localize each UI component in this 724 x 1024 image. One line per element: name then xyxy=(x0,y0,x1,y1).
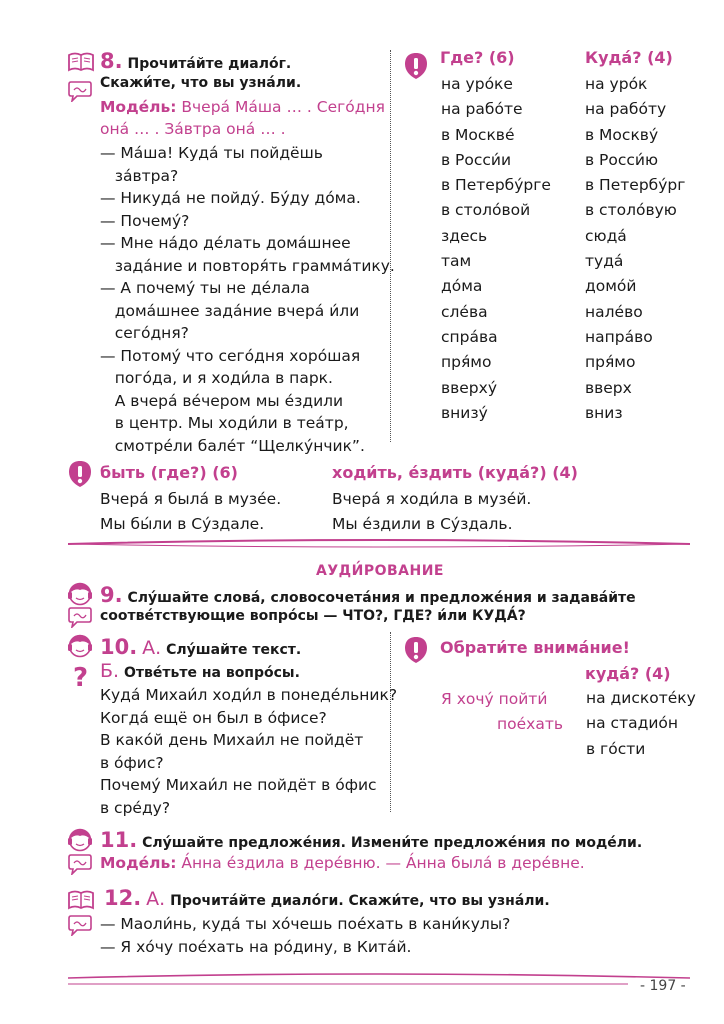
ex8-dialog xyxy=(100,142,395,457)
attention-item: на дискоте́ку xyxy=(586,689,696,707)
attention-header: куда́? (4) xyxy=(585,664,671,683)
speech-bubble-icon xyxy=(68,914,92,936)
question-line: в сре́ду? xyxy=(100,798,171,817)
section-divider xyxy=(68,536,690,552)
dialog-line: — А почему́ ты не де́лала xyxy=(100,279,310,297)
attention-title: Обрати́те внима́ние! xyxy=(440,638,630,657)
speech-bubble-icon xyxy=(68,606,92,628)
ex10-questions xyxy=(100,684,397,819)
ex10-b-letter: Б. xyxy=(100,660,120,682)
dialog-line: сего́дня? xyxy=(100,324,189,342)
section-title: АУДИ́РОВАНИЕ xyxy=(316,563,444,579)
attention-item: в го́сти xyxy=(586,739,646,758)
dialog-line: — Никуда́ не пойду́. Бу́ду до́ма. xyxy=(100,189,361,207)
speech-bubble-icon xyxy=(68,80,92,102)
exclamation-icon xyxy=(404,52,428,80)
question-mark-icon xyxy=(70,662,90,690)
ex8-model xyxy=(100,96,385,118)
ex10-a-line xyxy=(100,636,301,661)
exclamation-icon xyxy=(404,636,428,664)
where-item: в Петербу́рге xyxy=(441,176,551,195)
dialog-line: — Я хо́чу пое́хать на ро́дину, в Кита́й. xyxy=(100,937,412,956)
dialog-line: — Мне на́до де́лать дома́шнее xyxy=(100,234,351,252)
attention-right-column xyxy=(586,686,696,762)
question-line: в о́фис? xyxy=(100,753,164,772)
ex11-title-line xyxy=(100,829,642,854)
dialog-line: за́втра? xyxy=(100,166,179,185)
dialog-line: — Ма́ша! Куда́ ты пойдёшь xyxy=(100,144,323,162)
attention-left-2: пое́хать xyxy=(497,715,563,733)
where-item: на рабо́те xyxy=(441,100,523,119)
ex12-title: Прочита́йте диало́ги. Скажи́те, что вы узна́ли. xyxy=(170,893,550,909)
ex10-number: 10. xyxy=(100,635,138,659)
whither-item: вниз xyxy=(585,403,623,422)
ex10-b-text: Отве́тьте на вопро́сы. xyxy=(124,665,300,681)
dialog-line: дома́шнее зада́ние вчера́ и́ли xyxy=(100,301,360,320)
where-column xyxy=(441,72,551,426)
where-item: на уро́ке xyxy=(441,75,513,93)
whither-item: напра́во xyxy=(585,327,653,346)
whither-item: пря́мо xyxy=(585,353,636,372)
question-line: Когда́ ещё он был в о́фисе? xyxy=(100,708,327,727)
khodit-header: ходи́ть, е́здить (куда́?) (4) xyxy=(332,463,578,482)
whither-item: нале́во xyxy=(585,302,643,321)
listening-face-icon xyxy=(68,582,92,606)
whither-item: в Росси́ю xyxy=(585,150,659,169)
where-header: Где? (6) xyxy=(440,48,515,67)
where-item: там xyxy=(441,252,472,271)
listening-face-icon xyxy=(68,828,92,852)
attention-item: на стадио́н xyxy=(586,714,679,733)
listening-face-icon xyxy=(68,634,92,658)
byt-header: быть (где?) (6) xyxy=(100,463,238,482)
ex11-title: Слу́шайте предложе́ния. Измени́те предложе́ния по моде́ли. xyxy=(142,835,643,851)
ex8-model-text-2: она́ … . За́втра она́ … . xyxy=(100,120,286,138)
where-item: в Росси́и xyxy=(441,150,512,169)
ex9-title-2: соотве́тствующие вопро́сы — ЧТО?, ГДЕ? и́ли КУДА́? xyxy=(100,608,526,624)
whither-item: вверх xyxy=(585,378,632,397)
where-item: вверху́ xyxy=(441,378,497,397)
page-number: - 197 - xyxy=(640,978,686,994)
where-item: спра́ва xyxy=(441,327,498,346)
exclamation-icon xyxy=(68,460,92,488)
question-line: Куда́ Михаи́л ходи́л в понеде́льник? xyxy=(100,686,398,704)
whither-item: в Петербу́рг xyxy=(585,176,686,195)
ex11-model-text-a: А́нна е́здила в дере́вню. xyxy=(176,854,381,872)
whither-item: туда́ xyxy=(585,252,624,271)
where-item: здесь xyxy=(441,226,488,245)
where-item: в Москве́ xyxy=(441,125,515,144)
whither-item: сюда́ xyxy=(585,226,627,245)
whither-item: на рабо́ту xyxy=(585,100,667,119)
book-icon xyxy=(68,890,94,910)
ex11-model-label: Моде́ль: xyxy=(100,854,177,872)
where-item: сле́ва xyxy=(441,302,488,321)
book-icon xyxy=(68,52,94,72)
khodit-line-1: Вчера́ я ходи́ла в музе́й. xyxy=(332,490,532,508)
whither-header: Куда́? (4) xyxy=(585,48,673,67)
footer-rule xyxy=(68,972,690,988)
khodit-line-2: Мы е́здили в Су́здаль. xyxy=(332,515,513,533)
ex11-model-text-b: — А́нна была́ в дере́вне. xyxy=(380,854,585,872)
ex12-dialog xyxy=(100,913,510,958)
byt-line-2: Мы бы́ли в Су́здале. xyxy=(100,515,265,533)
dialog-line: зада́ние и повторя́ть грамма́тику. xyxy=(100,256,395,275)
ex8-title-1: Прочита́йте диало́г. xyxy=(127,56,292,72)
ex8-model-text-1: Вчера́ Ма́ша … . Сего́дня xyxy=(176,98,385,116)
dialog-line: — Почему́? xyxy=(100,211,190,230)
where-item: до́ма xyxy=(441,277,483,296)
byt-line-1: Вчера́ я была́ в музе́е. xyxy=(100,490,282,508)
whither-item: домо́й xyxy=(585,277,637,296)
whither-column xyxy=(585,72,685,426)
whither-item: в Москву́ xyxy=(585,125,659,144)
ex9-title-1: Слу́шайте слова́, словосочета́ния и предложе́ния и задава́йте xyxy=(127,590,636,606)
ex11-model xyxy=(100,852,585,874)
question-line: В како́й день Михаи́л не пойдёт xyxy=(100,731,364,749)
ex8-title-2: Скажи́те, что вы узна́ли. xyxy=(100,75,302,91)
ex10-a-text: Слу́шайте текст. xyxy=(166,642,302,658)
where-item: внизу́ xyxy=(441,403,488,422)
ex11-number: 11. xyxy=(100,828,138,852)
dialog-line: — Потому́ что сего́дня хоро́шая xyxy=(100,346,361,365)
column-divider xyxy=(390,632,391,812)
where-item: пря́мо xyxy=(441,353,492,372)
ex12-number: 12. xyxy=(104,886,142,910)
dialog-line: А вчера́ ве́чером мы е́здили xyxy=(100,391,344,410)
ex10-b-line xyxy=(100,660,300,684)
ex10-a-letter: А. xyxy=(142,637,162,659)
svg-text:?: ? xyxy=(73,663,89,690)
ex8-number: 8. xyxy=(100,49,123,73)
whither-item: на уро́к xyxy=(585,75,648,93)
dialog-line: смотре́ли бале́т “Щелку́нчик”. xyxy=(100,436,365,455)
dialog-line: — Маоли́нь, куда́ ты хо́чешь пое́хать в кани́кулы? xyxy=(100,915,511,933)
speech-bubble-icon xyxy=(68,853,92,875)
dialog-line: в центр. Мы ходи́ли в теа́тр, xyxy=(100,414,349,432)
column-divider xyxy=(390,50,391,442)
ex12-title-line xyxy=(104,887,550,912)
attention-left-1: Я хочу́ пойти́ xyxy=(441,690,548,708)
ex8-model-label: Моде́ль: xyxy=(100,98,177,116)
question-line: Почему́ Михаи́л не пойдёт в о́фис xyxy=(100,776,377,794)
ex9-number: 9. xyxy=(100,583,123,607)
dialog-line: пого́да, и я ходи́ла в парк. xyxy=(100,369,333,387)
whither-item: в столо́вую xyxy=(585,201,677,220)
ex12-a-letter: А. xyxy=(146,888,166,910)
where-item: в столо́вой xyxy=(441,201,531,220)
